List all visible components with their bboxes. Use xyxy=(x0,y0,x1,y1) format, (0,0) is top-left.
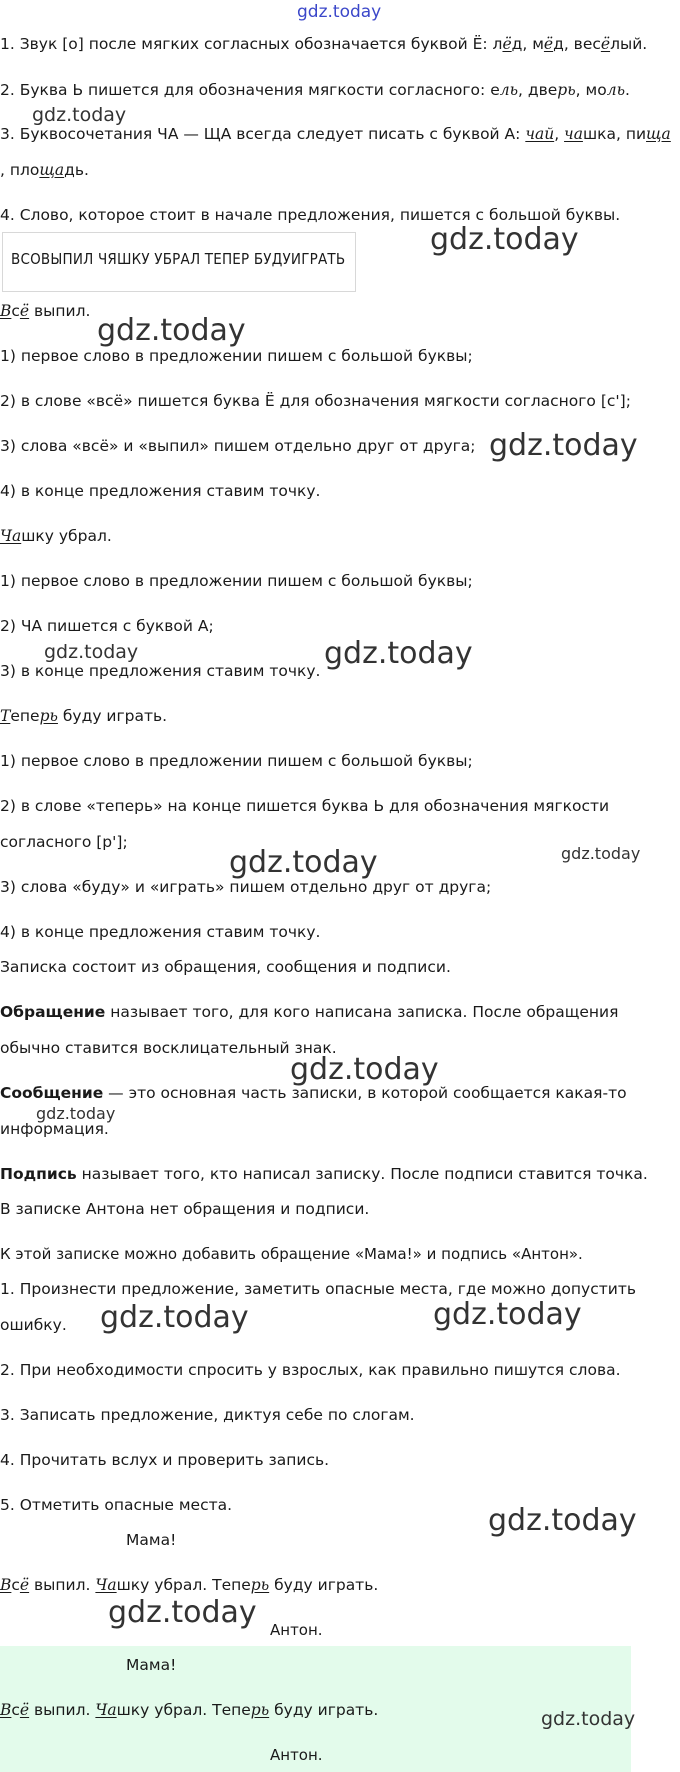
watermark-text: gdz.today xyxy=(44,641,139,663)
watermark-text: gdz.today xyxy=(97,313,246,348)
note-greeting-def: Обращение называет того, для кого написана записка. После обращения xyxy=(0,1003,619,1021)
watermark-text: gdz.today xyxy=(108,1595,257,1630)
s2-item-1: 1) первое слово в предложении пишем с большой буквы; xyxy=(0,572,473,590)
step-3: 3. Записать предложение, диктуя себе по слогам. xyxy=(0,1406,415,1424)
s2-item-3: 3) в конце предложения ставим точку. xyxy=(0,662,321,680)
task-text-box xyxy=(2,232,356,292)
letter-body: Всё выпил. Чашку убрал. Теперь буду играть. xyxy=(0,1576,379,1594)
s1-item-3: 3) слова «всё» и «выпил» пишем отдельно друг от друга; xyxy=(0,437,476,455)
step-2: 2. При необходимости спросить у взрослых, как правильно пишутся слова. xyxy=(0,1361,621,1379)
s3-item-3: 3) слова «буду» и «играть» пишем отдельно друг от друга; xyxy=(0,878,492,896)
note-message-def: Сообщение — это основная часть записки, в которой сообщается какая-то xyxy=(0,1084,627,1102)
task-text: ВСОВЫПИЛ ЧЯШКУ УБРАЛ ТЕПЕР БУДУИГРАТЬ xyxy=(11,250,346,268)
sentence-1: Всё выпил. xyxy=(0,302,91,320)
watermark-text: gdz.today xyxy=(297,2,382,22)
step-4: 4. Прочитать вслух и проверить запись. xyxy=(0,1451,330,1469)
watermark-text: gdz.today xyxy=(433,1297,582,1332)
s3-item-1: 1) первое слово в предложении пишем с большой буквы; xyxy=(0,752,473,770)
note-signature-def: Подпись называет того, кто написал записку. После подписи ставится точка. xyxy=(0,1165,648,1183)
s1-item-2: 2) в слове «всё» пишется буква Ё для обозначения мягкости согласного [с']; xyxy=(0,392,631,410)
watermark-text: gdz.today xyxy=(561,844,641,863)
letter-body-answer: Всё выпил. Чашку убрал. Теперь буду играть. xyxy=(0,1701,379,1719)
rule-3: 3. Буквосочетания ЧА — ЩА всегда следует писать с буквой А: чай, чашка, пища xyxy=(0,125,671,143)
s3-item-2: 2) в слове «теперь» на конце пишется буква Ь для обозначения мягкости xyxy=(0,797,610,815)
s1-item-4: 4) в конце предложения ставим точку. xyxy=(0,482,321,500)
s1-item-1: 1) первое слово в предложении пишем с большой буквы; xyxy=(0,347,473,365)
rule-4: 4. Слово, которое стоит в начале предложения, пишется с большой буквы. xyxy=(0,206,621,224)
s3-item-2-cont: согласного [р']; xyxy=(0,833,128,851)
watermark-text: gdz.today xyxy=(324,636,473,671)
sentence-2: Чашку убрал. xyxy=(0,527,112,545)
watermark-text: gdz.today xyxy=(32,104,127,126)
watermark-text: gdz.today xyxy=(430,222,579,257)
watermark-text: gdz.today xyxy=(36,1104,116,1123)
watermark-text: gdz.today xyxy=(290,1052,439,1087)
s3-item-4: 4) в конце предложения ставим точку. xyxy=(0,923,321,941)
step-5: 5. Отметить опасные места. xyxy=(0,1496,233,1514)
letter-signature-answer: Антон. xyxy=(270,1746,323,1764)
rule-1: 1. Звук [о] после мягких согласных обозначается буквой Ё: лёд, мёд, весёлый. xyxy=(0,35,648,53)
rule-3-cont: , площадь. xyxy=(0,161,89,179)
note-anton: В записке Антона нет обращения и подписи. xyxy=(0,1200,370,1218)
step-1-cont: ошибку. xyxy=(0,1316,67,1334)
s2-item-2: 2) ЧА пишется с буквой А; xyxy=(0,617,214,635)
note-intro: Записка состоит из обращения, сообщения и подписи. xyxy=(0,958,451,976)
letter-greeting-answer: Мама! xyxy=(126,1656,177,1674)
note-greeting-def-cont: обычно ставится восклицательный знак. xyxy=(0,1039,337,1057)
note-addition: К этой записке можно добавить обращение «Мама!» и подпись «Антон». xyxy=(0,1245,583,1263)
watermark-text: gdz.today xyxy=(100,1300,249,1335)
watermark-text: gdz.today xyxy=(489,428,638,463)
note-message-def-cont: информация. xyxy=(0,1120,109,1138)
sentence-3: Теперь буду играть. xyxy=(0,707,168,725)
letter-signature: Антон. xyxy=(270,1621,323,1639)
letter-greeting: Мама! xyxy=(126,1531,177,1549)
step-1: 1. Произнести предложение, заметить опасные места, где можно допустить xyxy=(0,1280,637,1298)
watermark-text: gdz.today xyxy=(488,1503,637,1538)
rule-2: 2. Буква Ь пишется для обозначения мягкости согласного: ель, дверь, моль. xyxy=(0,81,630,99)
watermark-text: gdz.today xyxy=(229,845,378,880)
watermark-text: gdz.today xyxy=(541,1708,636,1730)
